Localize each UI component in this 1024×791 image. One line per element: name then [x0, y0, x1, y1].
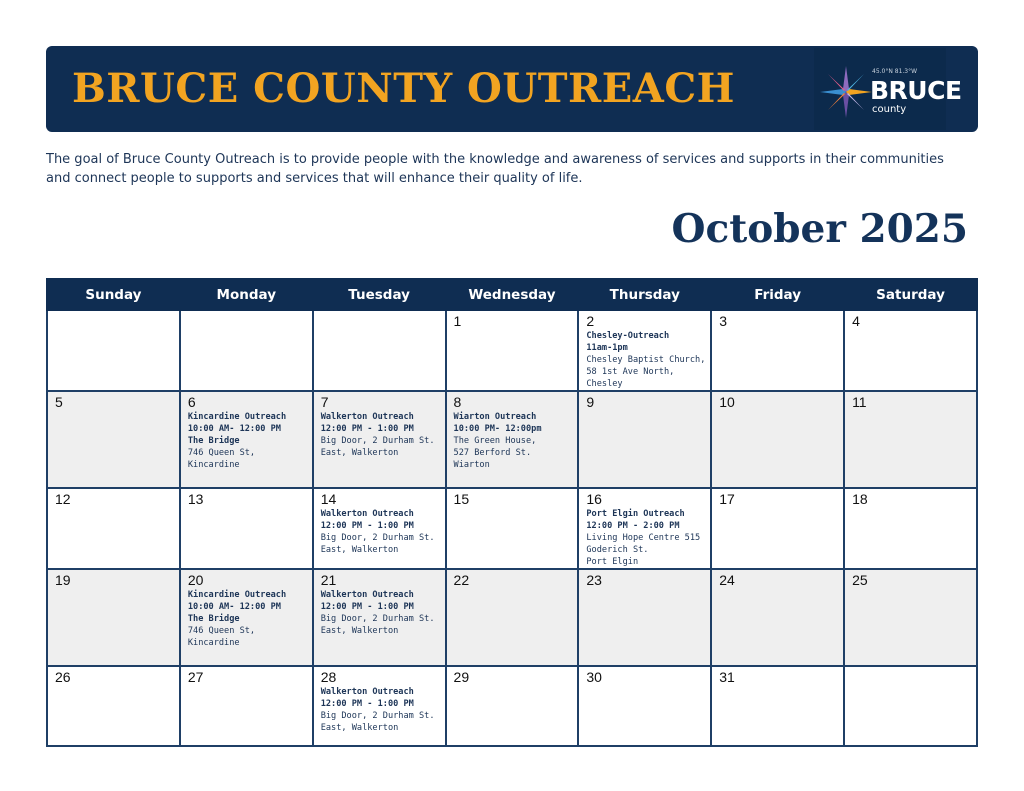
day-cell	[47, 310, 180, 391]
day-number	[55, 313, 173, 330]
day-number: 20	[187, 572, 204, 588]
day-number: 31	[719, 669, 735, 685]
week-row	[47, 666, 977, 746]
month-title: October 2025	[671, 206, 968, 252]
event-venue: The Bridge	[187, 436, 240, 446]
event-name: Port Elgin Outreach	[586, 509, 685, 519]
event-name: Wiarton Outreach	[453, 412, 537, 422]
event-address-line: Living Hope Centre 515	[586, 533, 701, 543]
event-address-line: Kincardine	[187, 638, 240, 648]
week-row	[47, 310, 977, 391]
event-time: 12:00 PM - 1:00 PM	[320, 602, 414, 612]
event-time: 10:00 AM- 12:00 PM	[187, 602, 281, 612]
event-address-line: The Green House,	[453, 436, 537, 446]
event-time: 10:00 AM- 12:00 PM	[187, 424, 281, 434]
day-number: 17	[719, 491, 735, 507]
day-number: 11	[852, 394, 867, 410]
event-address-line: Kincardine	[187, 460, 240, 470]
day-cell	[313, 666, 446, 746]
day-cell	[313, 488, 446, 569]
day-number: 29	[453, 669, 470, 685]
day-cell	[313, 391, 446, 488]
event-name: Kincardine Outreach	[187, 590, 287, 600]
event-time: 12:00 PM - 1:00 PM	[320, 521, 414, 531]
day-number: 21	[320, 572, 337, 588]
day-number: 19	[55, 572, 71, 588]
weekday-header: Tuesday	[313, 279, 446, 310]
day-cell	[844, 310, 977, 391]
day-cell	[446, 488, 579, 569]
event-address-line: Big Door, 2 Durham St.	[320, 436, 435, 446]
day-number: 4	[852, 313, 860, 329]
day-number: 23	[586, 572, 602, 588]
event-address-line: Wiarton	[453, 460, 490, 470]
event-address-line: East, Walkerton	[320, 626, 399, 636]
weekday-header: Sunday	[47, 279, 180, 310]
event-time: 12:00 PM - 1:00 PM	[320, 424, 414, 434]
event-venue: The Bridge	[187, 614, 240, 624]
day-cell	[578, 666, 711, 746]
day-number: 15	[453, 491, 470, 507]
day-cell	[180, 310, 313, 391]
event-name: Walkerton Outreach	[320, 509, 414, 519]
logo-coordinates: 45.0°N 81.3°W	[872, 68, 918, 75]
week-row	[47, 569, 977, 666]
day-number: 28	[320, 669, 337, 685]
event-name: Walkerton Outreach	[320, 590, 414, 600]
day-number: 12	[55, 491, 71, 507]
day-cell	[844, 391, 977, 488]
event-address-line: Big Door, 2 Durham St.	[320, 614, 435, 624]
day-number	[188, 313, 306, 330]
day-cell	[844, 488, 977, 569]
day-number: 26	[55, 669, 71, 685]
day-cell	[180, 569, 313, 666]
day-cell	[180, 391, 313, 488]
day-number: 24	[719, 572, 735, 588]
bruce-county-logo	[814, 48, 962, 130]
day-number: 9	[586, 394, 595, 410]
event-address-line: East, Walkerton	[320, 545, 399, 555]
event-address-line: 746 Queen St,	[187, 448, 256, 458]
event-address-line: Big Door, 2 Durham St.	[320, 533, 435, 543]
week-row	[47, 391, 977, 488]
day-cell	[578, 488, 711, 569]
header-banner	[46, 46, 978, 132]
event-address-line: Chesley Baptist Church,	[586, 355, 706, 365]
day-cell	[711, 569, 844, 666]
event-time: 11am-1pm	[586, 343, 628, 353]
day-cell	[578, 310, 711, 391]
day-cell	[711, 391, 844, 488]
day-number	[321, 313, 439, 330]
day-cell	[47, 569, 180, 666]
event-address-line: Port Elgin	[586, 557, 639, 567]
event-address-line: Goderich St.	[586, 545, 649, 555]
day-cell	[446, 569, 579, 666]
event-name: Kincardine Outreach	[187, 412, 287, 422]
day-cell	[711, 666, 844, 746]
calendar-grid	[46, 278, 978, 747]
event-name: Chesley-Outreach	[586, 331, 670, 341]
day-cell	[711, 488, 844, 569]
day-cell	[446, 391, 579, 488]
event-address-line: 527 Berford St.	[453, 448, 532, 458]
event-time: 12:00 PM - 1:00 PM	[320, 699, 414, 709]
event-address-line: 58 1st Ave North,	[586, 367, 675, 377]
day-number: 1	[453, 313, 462, 329]
day-cell	[446, 310, 579, 391]
event-time: 10:00 PM- 12:00pm	[453, 424, 542, 434]
day-number: 7	[320, 394, 329, 410]
weekday-header: Wednesday	[446, 279, 579, 310]
day-cell	[180, 488, 313, 569]
weekday-header: Thursday	[578, 279, 711, 310]
day-number: 27	[187, 669, 204, 685]
day-number: 14	[320, 491, 337, 507]
day-number: 22	[453, 572, 470, 588]
event-address-line: Big Door, 2 Durham St.	[320, 711, 435, 721]
event-address-line: East, Walkerton	[320, 448, 399, 458]
day-cell	[47, 666, 180, 746]
day-cell	[711, 310, 844, 391]
day-number: 16	[586, 491, 602, 507]
day-number: 10	[719, 394, 735, 410]
day-number: 18	[852, 491, 868, 507]
day-cell	[47, 488, 180, 569]
week-row	[47, 488, 977, 569]
event-time: 12:00 PM - 2:00 PM	[586, 521, 680, 531]
day-number: 6	[187, 394, 196, 410]
intro-paragraph: The goal of Bruce County Outreach is to provide people with the knowledge and awareness of services and supports in their communities and connect people to supports and services that will enhance their quality of life.	[46, 152, 944, 186]
event-name: Walkerton Outreach	[320, 687, 414, 697]
day-cell	[578, 391, 711, 488]
day-cell	[47, 391, 180, 488]
event-address-line: East, Walkerton	[320, 723, 399, 733]
event-name: Walkerton Outreach	[320, 412, 414, 422]
day-number: 2	[586, 313, 595, 329]
logo-subtitle: county	[872, 104, 907, 115]
day-number	[852, 669, 970, 686]
day-number: 8	[453, 394, 462, 410]
day-number: 3	[719, 313, 728, 329]
weekday-header: Saturday	[844, 279, 977, 310]
day-cell	[313, 310, 446, 391]
day-number: 5	[55, 394, 63, 410]
day-number: 13	[187, 491, 204, 507]
day-cell	[844, 569, 977, 666]
day-cell	[578, 569, 711, 666]
weekday-header: Friday	[711, 279, 844, 310]
logo-wordmark: BRUCE	[870, 76, 962, 105]
day-cell	[313, 569, 446, 666]
day-number: 30	[586, 669, 602, 685]
weekday-header-row	[47, 279, 977, 310]
weekday-header: Monday	[180, 279, 313, 310]
event-address-line: 746 Queen St,	[187, 626, 256, 636]
day-cell	[180, 666, 313, 746]
banner-title: BRUCE COUNTY OUTREACH	[72, 65, 735, 112]
event-address-line: Chesley	[586, 379, 623, 389]
day-cell	[844, 666, 977, 746]
day-number: 25	[852, 572, 868, 588]
day-cell	[446, 666, 579, 746]
compass-star-icon	[818, 64, 874, 120]
